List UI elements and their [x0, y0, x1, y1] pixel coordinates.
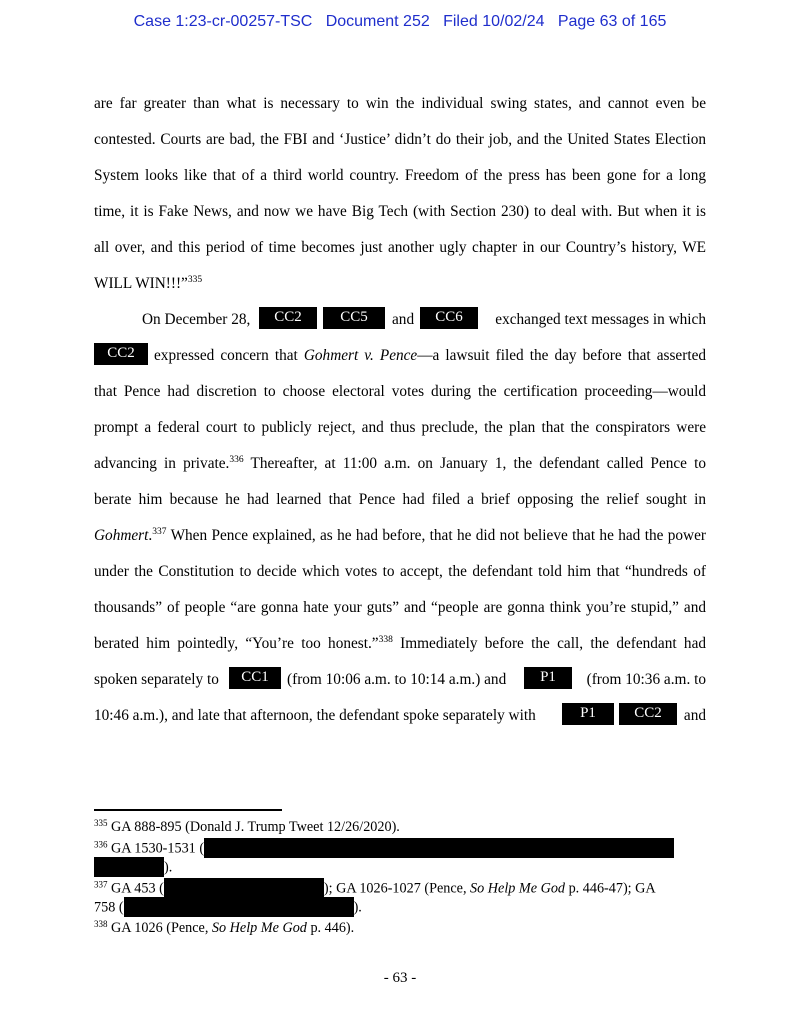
footnote-336 — [94, 839, 674, 859]
footnote-number: 338 — [94, 919, 108, 929]
text-line: thousands” of people “are gonna hate your guts” and “people are gonna think you’re stupid,” and — [94, 599, 706, 616]
text-line: that Pence had discretion to choose electoral votes during the certification proceeding—would — [94, 383, 706, 400]
text-segment: berated him pointedly, “You’re too honest.” — [94, 635, 379, 652]
text-line: prompt a federal court to publicly reject, and thus preclude, the plan that the conspirators were — [94, 419, 706, 436]
footnote-text: p. 446-47); GA — [565, 880, 656, 897]
footnote-text: ). — [353, 899, 362, 916]
redaction-box — [204, 838, 674, 858]
text-segment: On December 28, — [142, 311, 251, 328]
text-line — [94, 454, 706, 474]
footnote-ref: 336 — [229, 455, 244, 465]
case-name: Gohmert — [94, 527, 149, 544]
footnote-text: GA 453 ( — [107, 880, 164, 897]
redaction-box: CC2 — [259, 307, 317, 329]
text-segment — [154, 346, 706, 366]
footnote-text: p. 446). — [306, 920, 355, 936]
footnote-text: ). — [164, 859, 173, 876]
footnote-335 — [94, 818, 400, 837]
footnote-337 — [94, 879, 706, 899]
text-line — [94, 706, 706, 726]
text-segment: WILL WIN!!!” — [94, 275, 188, 292]
footnote-text: ); GA 1026-1027 (Pence, — [323, 880, 471, 897]
text-line — [94, 310, 706, 330]
text-segment: (from 10:06 a.m. to 10:14 a.m.) and — [287, 671, 507, 688]
footnote-number: 336 — [94, 839, 108, 850]
case-name: Gohmert v. Pence — [303, 347, 418, 364]
book-title: So Help Me God — [470, 880, 566, 897]
text-line: are far greater than what is necessary to win the individual swing states, and cannot even be — [94, 95, 706, 112]
redaction-box: P1 — [562, 703, 614, 725]
text-segment: exchanged text messages in which — [495, 311, 706, 328]
footnote-336-cont — [94, 858, 172, 878]
text-line: all over, and this period of time becomes just another ugly chapter in our Country’s history, WE — [94, 239, 706, 256]
redaction-box — [124, 897, 354, 917]
page-number: - 63 - — [383, 970, 417, 986]
text-segment: and — [683, 707, 706, 724]
text-segment: When Pence explained, as he had before, that he did not believe that he had the power — [166, 527, 706, 544]
footnote-text: GA 888-895 (Donald J. Trump Tweet 12/26/2020). — [107, 819, 400, 835]
footnote-ref: 335 — [187, 275, 203, 285]
text-line — [94, 670, 706, 690]
text-line: under the Constitution to decide which votes to accept, the defendant told him that “hundreds of — [94, 563, 706, 580]
redaction-box: CC1 — [229, 667, 281, 689]
redaction-box — [94, 857, 164, 877]
text-line: System looks like that of a third world country. Freedom of the press has been gone for a long — [94, 167, 706, 184]
redaction-box: CC2 — [94, 343, 148, 365]
text-segment: 10:46 a.m.), and late that afternoon, the defendant spoke separately with — [94, 707, 536, 724]
text-segment: Immediately before the call, the defendant had — [392, 635, 707, 652]
text-segment: spoken separately to — [94, 671, 219, 688]
book-title: So Help Me God — [211, 920, 307, 936]
text-line — [94, 634, 706, 654]
redaction-box — [164, 878, 324, 898]
footnote-text: GA 1530-1531 ( — [107, 840, 205, 857]
footnote-337-cont — [94, 898, 362, 918]
text-segment: Thereafter, at 11:00 a.m. on January 1, the defendant called Pence to — [243, 455, 707, 472]
text-line — [94, 526, 706, 546]
redaction-box: P1 — [524, 667, 572, 689]
redaction-box: CC6 — [420, 307, 478, 329]
footnote-338 — [94, 919, 354, 938]
redaction-box: CC2 — [619, 703, 677, 725]
text-line — [94, 274, 202, 294]
footnote-text: 758 ( — [94, 899, 124, 916]
footnote-divider — [94, 809, 282, 811]
footnote-text: GA 1026 (Pence, — [107, 920, 212, 936]
text-segment: —a lawsuit filed the day before that asserted — [417, 347, 707, 364]
footnote-number: 337 — [94, 879, 108, 890]
redaction-box: CC5 — [323, 307, 385, 329]
case-header: Case 1:23-cr-00257-TSC Document 252 Filed 10/02/24 Page 63 of 165 — [133, 13, 667, 30]
text-line — [94, 346, 706, 366]
footnote-ref: 338 — [378, 635, 393, 645]
text-line: time, it is Fake News, and now we have Big Tech (with Section 230) to deal with. But when it is — [94, 203, 706, 220]
text-segment: and — [392, 311, 415, 328]
text-segment: . — [148, 527, 153, 544]
text-segment: advancing in private. — [94, 455, 230, 472]
footnote-number: 335 — [94, 818, 108, 828]
text-line: berate him because he had learned that Pence had filed a brief opposing the relief sought in — [94, 491, 706, 508]
text-line: contested. Courts are bad, the FBI and ‘Justice’ didn’t do their job, and the United States Election — [94, 131, 706, 148]
text-segment: (from 10:36 a.m. to — [586, 671, 706, 688]
footnote-ref: 337 — [152, 527, 167, 537]
text-segment: expressed concern that — [154, 347, 298, 364]
